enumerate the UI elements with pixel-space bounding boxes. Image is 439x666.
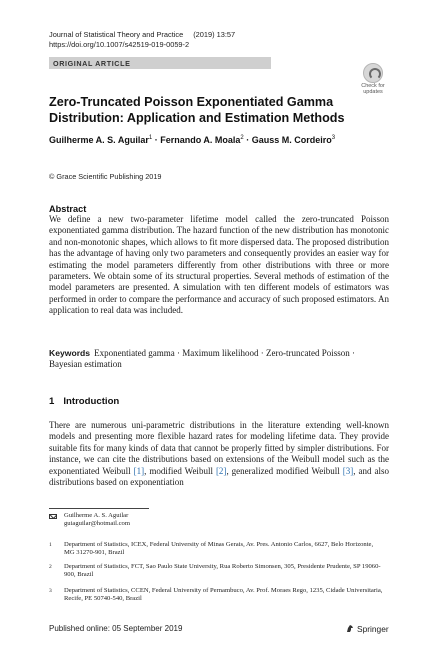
- footnote-number: 2: [49, 564, 52, 570]
- author-separator: ·: [243, 135, 252, 145]
- intro-text: , generalized modified Weibull: [226, 465, 343, 476]
- citation-link[interactable]: [3]: [342, 465, 354, 476]
- abstract-heading: Abstract: [49, 204, 87, 214]
- check-for-updates-button[interactable]: [357, 63, 389, 95]
- publisher-name: Springer: [357, 624, 389, 634]
- citation-link[interactable]: [1]: [133, 465, 145, 476]
- intro-text: , and also distributions based on exponentiation: [49, 465, 389, 488]
- author-list: [49, 135, 335, 145]
- doi-link[interactable]: https://doi.org/10.1007/s42519-019-0059-2: [49, 39, 190, 49]
- copyright-notice: © Grace Scientific Publishing 2019: [49, 172, 162, 181]
- article-type-band: [49, 57, 271, 69]
- published-date: Published online: 05 September 2019: [49, 624, 183, 633]
- correspondence-footnote: [49, 512, 389, 532]
- footnote-text: Department of Statistics, CCEN, Federal University of Pernambuco, Av. Prof. Moraes Rego, 1235, Cidade Universitaria, Recife, PE 50740-540, Brazil: [64, 587, 383, 603]
- springer-horse-icon: [346, 624, 354, 633]
- publisher-logo: [346, 624, 389, 634]
- check-updates-icon: [363, 63, 383, 83]
- affiliation-footnote: [49, 563, 389, 581]
- footnote-rule: [49, 508, 149, 509]
- journal-name: Journal of Statistical Theory and Practice: [49, 30, 184, 39]
- author-separator: ·: [152, 135, 161, 145]
- check-updates-line2: updates: [363, 89, 383, 95]
- footnote-number: 1: [49, 542, 52, 548]
- section-number: 1: [49, 396, 55, 407]
- intro-text: , modified Weibull: [144, 465, 216, 476]
- abstract-text: We define a new two-parameter lifetime model called the zero-truncated Poisson exponentiated gamma distribution. The hazard function of the new distribution has monotonic and non-monotonic shapes, which allows to fit more dispersed data. The proposed distribution has the advantage of having only two parameters and consequently provides an easier way for estimating the model parameters differently from other distributions with three or more parameters. We obtain some of its structural properties. Several methods of estimation of the model parameters are presented. A simulation with ten different models of estimators was performed in order to compare the performance and accuracy of such proposed estimators. An application to real data was included.: [49, 214, 389, 316]
- citation-link[interactable]: [2]: [215, 465, 227, 476]
- footnote-text: Department of Statistics, FCT, Sao Paulo State University, Rua Roberto Simonsen, 305, Presidente Prudente, SP 19060-900, Brazil: [64, 563, 381, 579]
- author-name[interactable]: Gauss M. Cordeiro: [251, 135, 332, 145]
- keywords-label: Keywords: [49, 348, 91, 358]
- introduction-paragraph: [49, 420, 389, 488]
- journal-volume: (2019) 13:57: [193, 30, 236, 39]
- article-type-label: ORIGINAL ARTICLE: [53, 59, 131, 68]
- section-heading: [49, 396, 119, 407]
- section-title: Introduction: [63, 396, 120, 407]
- author-name[interactable]: Fernando A. Moala: [160, 135, 241, 145]
- journal-header: [49, 30, 235, 49]
- correspondence-email[interactable]: guiaguilar@hotmail.com: [64, 520, 130, 528]
- affiliation-footnote: [49, 541, 389, 559]
- author-name[interactable]: Guilherme A. S. Aguilar: [49, 135, 149, 145]
- affiliation-footnote: [49, 587, 389, 605]
- footnote-text: Department of Statistics, ICEX, Federal University of Minas Gerais, Av. Pres. Antonio Carlos, 6627, Belo Horizonte, MG 31270-901, Brazil: [64, 541, 374, 557]
- footnote-number: 3: [49, 588, 52, 594]
- envelope-icon: [49, 514, 57, 519]
- check-updates-line1: Check for: [361, 83, 385, 89]
- intro-text: There are numerous uni-parametric distributions in the literature extending well-known models and presenting more flexible hazard rates for modeling lifetime data. They provide suitable fits for many kinds of data that cannot be properly fitted by simpler distributions. For instance, we can cite the distributions based on extensions of the Weibull model such as the exponentiated Weibull: [49, 420, 389, 476]
- check-updates-label: [357, 83, 389, 95]
- paper-title: Zero-Truncated Poisson Exponentiated Gamma Distribution: Application and Estimation Methods: [49, 95, 345, 125]
- keywords-text: Exponentiated gamma · Maximum likelihood · Zero-truncated Poisson · Bayesian estimation: [49, 348, 356, 370]
- author-affiliation-mark: 1: [148, 135, 153, 141]
- author-affiliation-mark: 2: [240, 135, 244, 141]
- correspondence-name: Guilherme A. S. Aguilar: [64, 512, 129, 519]
- author-affiliation-mark: 3: [331, 135, 336, 141]
- keywords-block: [49, 348, 389, 371]
